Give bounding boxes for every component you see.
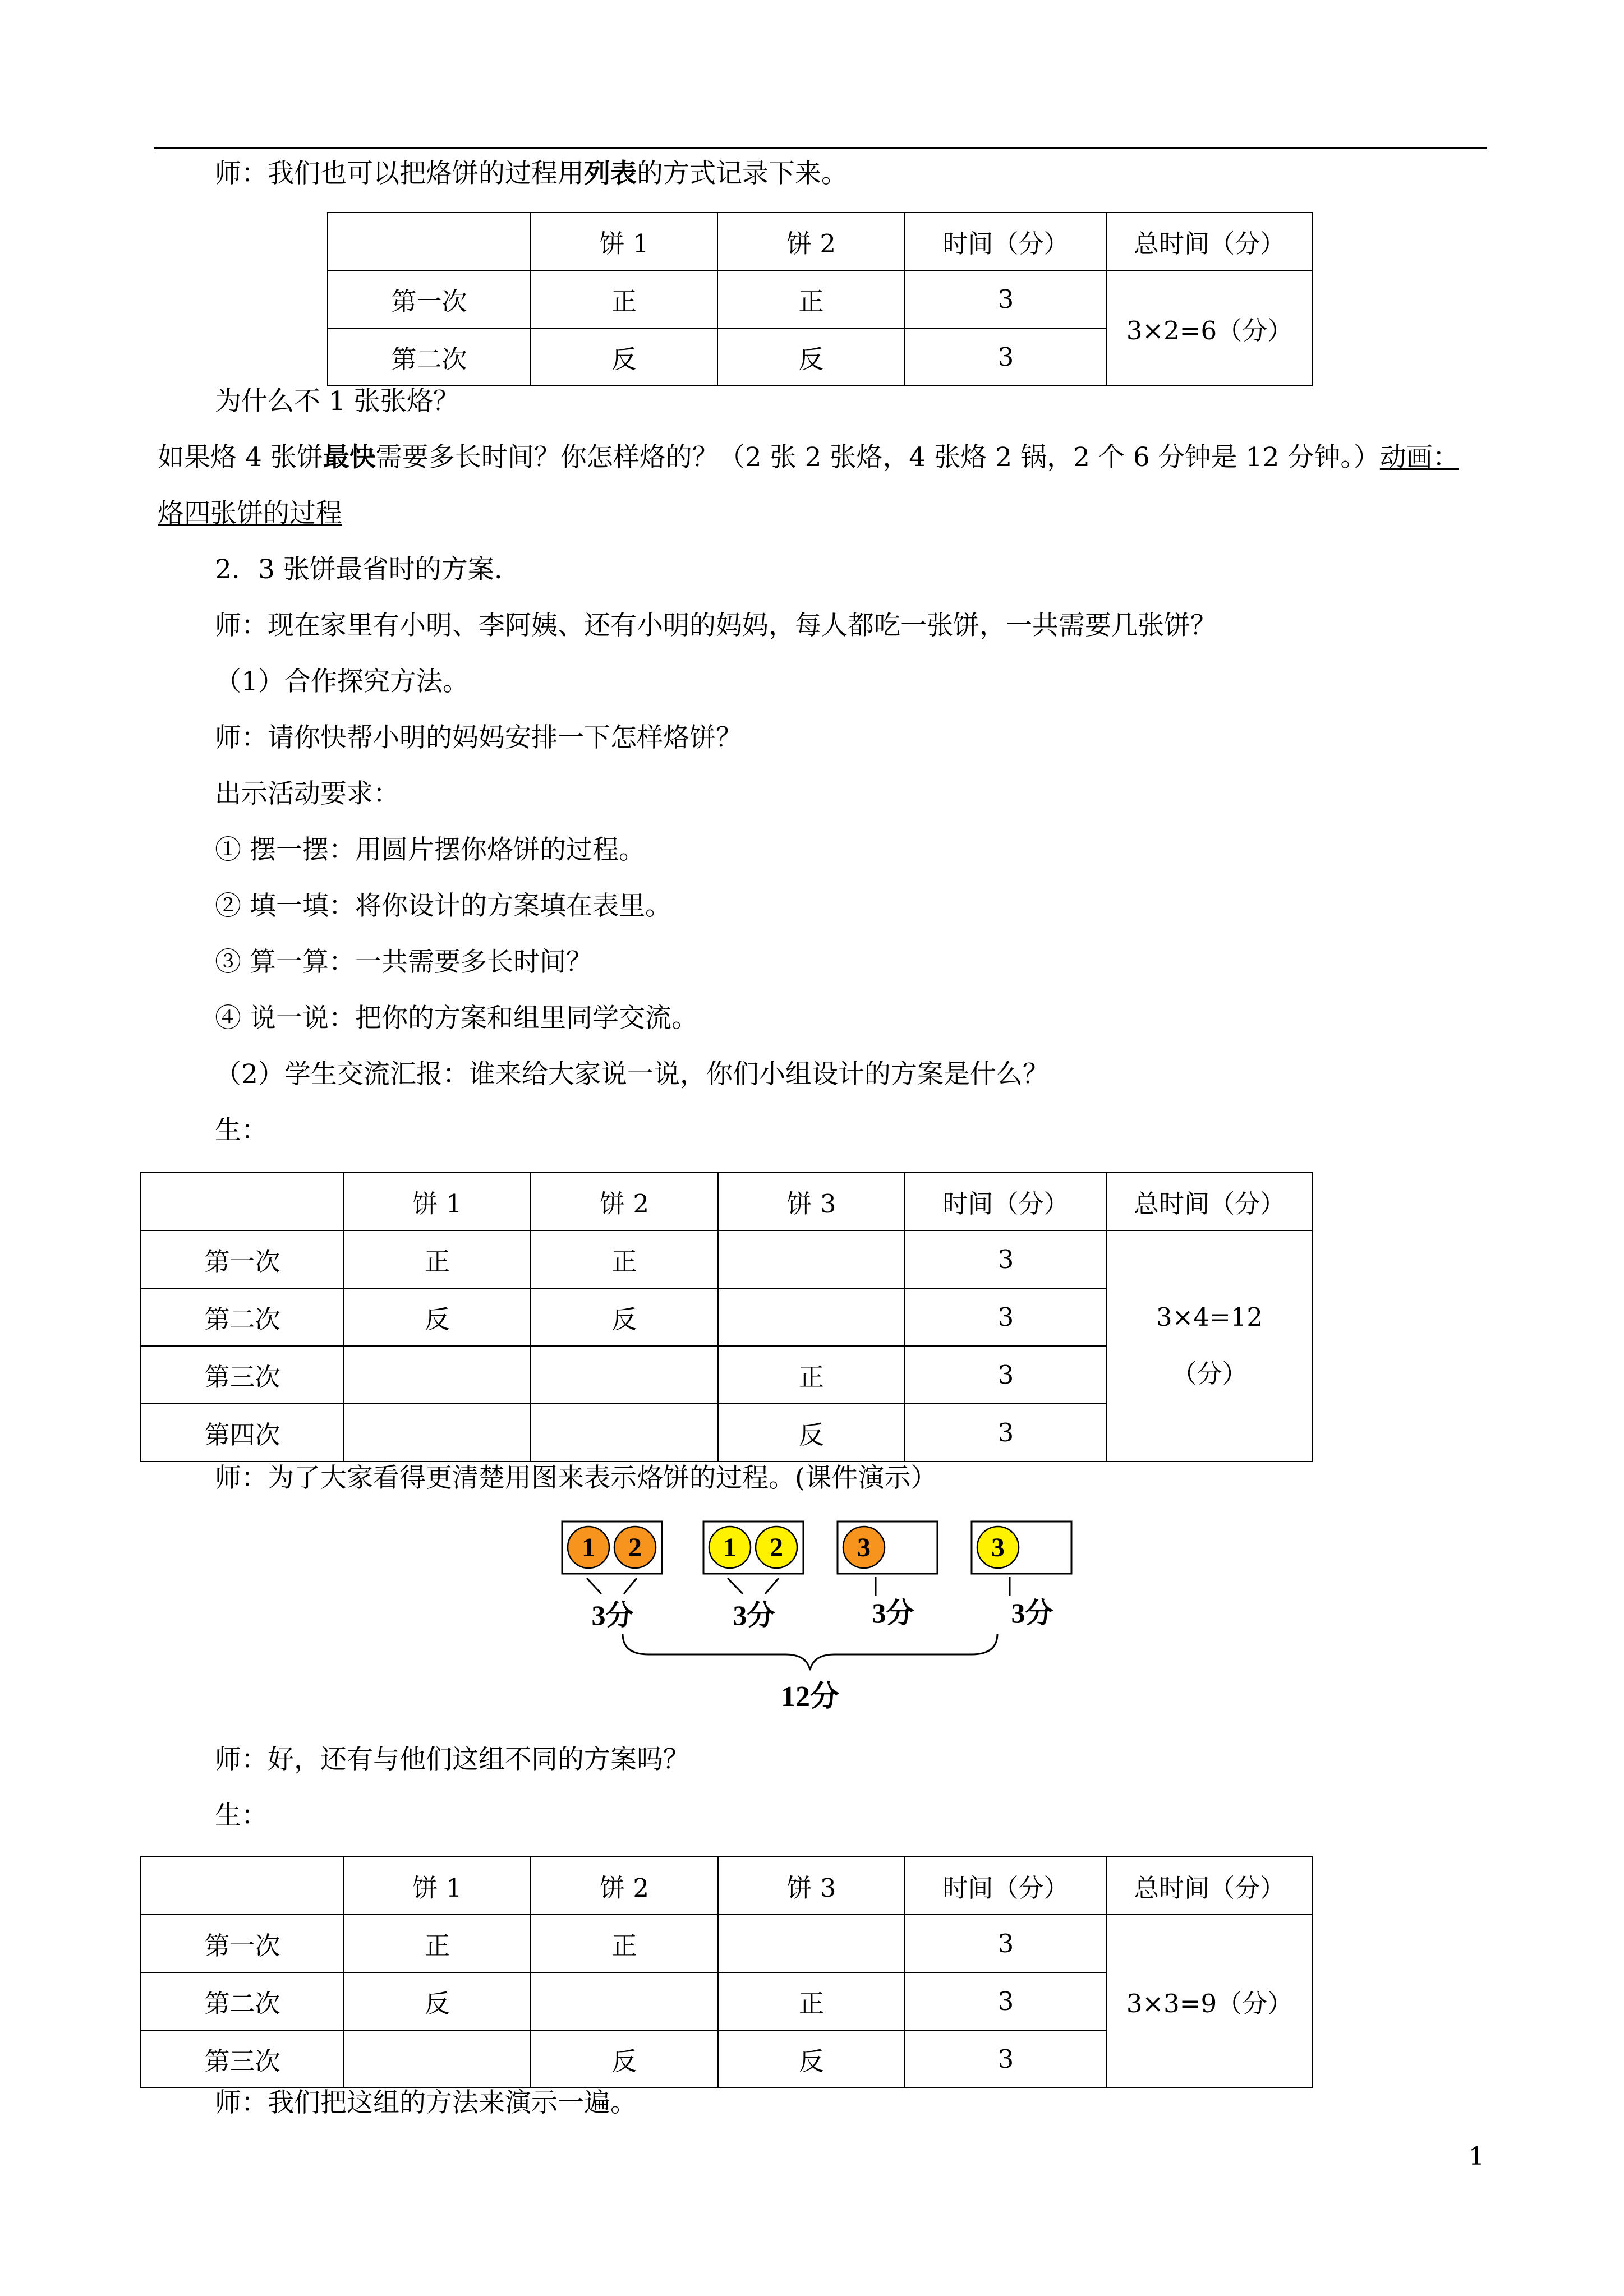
table-cell: 反 — [717, 328, 905, 386]
total-time-label: 12分 — [780, 1681, 840, 1713]
paragraph: 师：现在家里有小明、李阿姨、还有小明的妈妈，每人都吃一张饼，一共需要几张饼？ — [215, 610, 1217, 641]
header-cell: 总时间（分） — [1107, 1857, 1312, 1915]
paragraph-four-cakes — [158, 441, 1459, 474]
table-cell: 反 — [531, 2030, 718, 2088]
paragraph: （1）合作探究方法。 — [215, 666, 469, 697]
text: 需要多长时间？你怎样烙的？（2 张 2 张烙，4 张烙 2 锅，2 个 6 分钟是 12 分钟。） — [375, 442, 1380, 473]
table-cell: 反 — [344, 1972, 531, 2030]
pointer-line — [765, 1578, 779, 1594]
bold-text: 最快 — [323, 442, 376, 473]
table-cell: 正 — [344, 1230, 531, 1288]
header-cell: 时间（分） — [905, 1173, 1107, 1230]
paragraph: 生： — [215, 1800, 268, 1831]
table-cell: 反 — [531, 1288, 718, 1346]
table-cell: 正 — [718, 1346, 905, 1404]
requirement-item: ④ 说一说：把你的方案和组里同学交流。 — [215, 1003, 698, 1034]
table-plan-a — [140, 1172, 1313, 1462]
animation-link[interactable]: 动画： — [1379, 442, 1459, 473]
table-cell — [344, 1346, 531, 1404]
paragraph: 为什么不 1 张张烙？ — [215, 386, 459, 417]
header-cell: 饼 3 — [718, 1857, 905, 1915]
table-cell — [344, 2030, 531, 2088]
pointer-line — [728, 1578, 743, 1594]
table-cell: 3 — [905, 1915, 1107, 1972]
table-cell — [718, 1230, 905, 1288]
row-label: 第一次 — [141, 1915, 344, 1972]
paragraph: （2）学生交流汇报：谁来给大家说一说，你们小组设计的方案是什么？ — [215, 1059, 1049, 1090]
header-cell — [141, 1173, 344, 1230]
row-label: 第一次 — [141, 1230, 344, 1288]
step-time-label: 3分 — [1011, 1597, 1053, 1629]
total-time-line: 3×4=12 — [1156, 1302, 1263, 1332]
header-cell: 时间（分） — [905, 1857, 1107, 1915]
header-cell: 饼 1 — [531, 213, 717, 270]
row-label: 第二次 — [328, 328, 531, 386]
table-cell: 3 — [905, 1404, 1107, 1461]
step-time-label: 3分 — [733, 1599, 775, 1631]
table-cell: 反 — [344, 1288, 531, 1346]
header-cell — [328, 213, 531, 270]
paragraph: 师：我们把这组的方法来演示一遍。 — [215, 2087, 637, 2118]
total-time-cell — [1107, 1230, 1312, 1461]
requirement-item: ③ 算一算：一共需要多长时间？ — [215, 947, 592, 978]
cake-number: 2 — [628, 1533, 642, 1562]
table-cell — [531, 1404, 718, 1461]
table-cell — [531, 1972, 718, 2030]
table-cell: 3 — [905, 1972, 1107, 2030]
text: 师：我们也可以把烙饼的过程用 — [215, 158, 584, 189]
table-cell: 正 — [531, 270, 717, 328]
cake-number: 1 — [582, 1533, 595, 1562]
row-label: 第三次 — [141, 2030, 344, 2088]
table-cell: 3 — [905, 328, 1107, 386]
total-time-cell: 3×3=9（分） — [1107, 1915, 1312, 2088]
table-cell: 正 — [344, 1915, 531, 1972]
header-cell: 总时间（分） — [1107, 213, 1312, 270]
table-cell: 反 — [718, 1404, 905, 1461]
table-cell — [718, 1288, 905, 1346]
row-label: 第二次 — [141, 1288, 344, 1346]
table-cell: 3 — [905, 270, 1107, 328]
table-cell — [718, 1915, 905, 1972]
table-cell: 正 — [717, 270, 905, 328]
table-cell: 反 — [531, 328, 717, 386]
total-time-cell: 3×2=6（分） — [1107, 270, 1312, 386]
header-cell: 时间（分） — [905, 213, 1107, 270]
paragraph: 生： — [215, 1115, 268, 1146]
text: 的方式记录下来。 — [637, 158, 848, 189]
paragraph: 师：请你快帮小明的妈妈安排一下怎样烙饼？ — [215, 722, 742, 753]
table-cell — [344, 1404, 531, 1461]
row-label: 第四次 — [141, 1404, 344, 1461]
table-cell: 正 — [718, 1972, 905, 2030]
requirement-item: ② 填一填：将你设计的方案填在表里。 — [215, 891, 671, 921]
table-two-cakes — [327, 212, 1313, 386]
header-cell — [141, 1857, 344, 1915]
table-cell: 正 — [531, 1230, 718, 1288]
total-brace — [623, 1634, 997, 1670]
header-cell: 饼 2 — [717, 213, 905, 270]
step-time-label: 3分 — [872, 1597, 914, 1629]
section-heading: 2．3 张饼最省时的方案. — [215, 554, 503, 585]
cake-process-diagram — [539, 1509, 1088, 1733]
page-number: 1 — [1469, 2142, 1484, 2171]
table-cell: 正 — [531, 1915, 718, 1972]
cake-number: 1 — [723, 1533, 737, 1562]
cake-number: 3 — [857, 1533, 871, 1562]
paragraph: 出示活动要求： — [215, 778, 399, 809]
header-cell: 饼 3 — [718, 1173, 905, 1230]
header-cell: 饼 2 — [531, 1173, 718, 1230]
total-time-unit: （分） — [1171, 1359, 1248, 1389]
paragraph-list-intro — [215, 157, 848, 191]
bold-text: 列表 — [584, 158, 637, 189]
header-cell: 饼 1 — [344, 1173, 531, 1230]
row-label: 第一次 — [328, 270, 531, 328]
requirement-item: ① 摆一摆：用圆片摆你烙饼的过程。 — [215, 835, 645, 865]
row-label: 第二次 — [141, 1972, 344, 2030]
table-cell: 3 — [905, 2030, 1107, 2088]
step-time-label: 3分 — [591, 1599, 634, 1631]
cake-number: 2 — [770, 1533, 783, 1562]
table-cell: 反 — [718, 2030, 905, 2088]
row-label: 第三次 — [141, 1346, 344, 1404]
table-cell — [531, 1346, 718, 1404]
paragraph: 师：好，还有与他们这组不同的方案吗？ — [215, 1744, 689, 1775]
table-cell: 3 — [905, 1288, 1107, 1346]
header-cell: 总时间（分） — [1107, 1173, 1312, 1230]
table-cell: 3 — [905, 1230, 1107, 1288]
animation-link-continued[interactable]: 烙四张饼的过程 — [158, 498, 342, 529]
text: 如果烙 4 张饼 — [158, 442, 323, 473]
paragraph: 师：为了大家看得更清楚用图来表示烙饼的过程。(课件演示） — [215, 1463, 937, 1493]
header-cell: 饼 1 — [344, 1857, 531, 1915]
table-plan-b — [140, 1856, 1313, 2088]
header-cell: 饼 2 — [531, 1857, 718, 1915]
cake-number: 3 — [991, 1533, 1005, 1562]
header-rule — [154, 147, 1487, 149]
pointer-line — [587, 1578, 601, 1594]
pointer-line — [624, 1578, 637, 1594]
table-cell: 3 — [905, 1346, 1107, 1404]
